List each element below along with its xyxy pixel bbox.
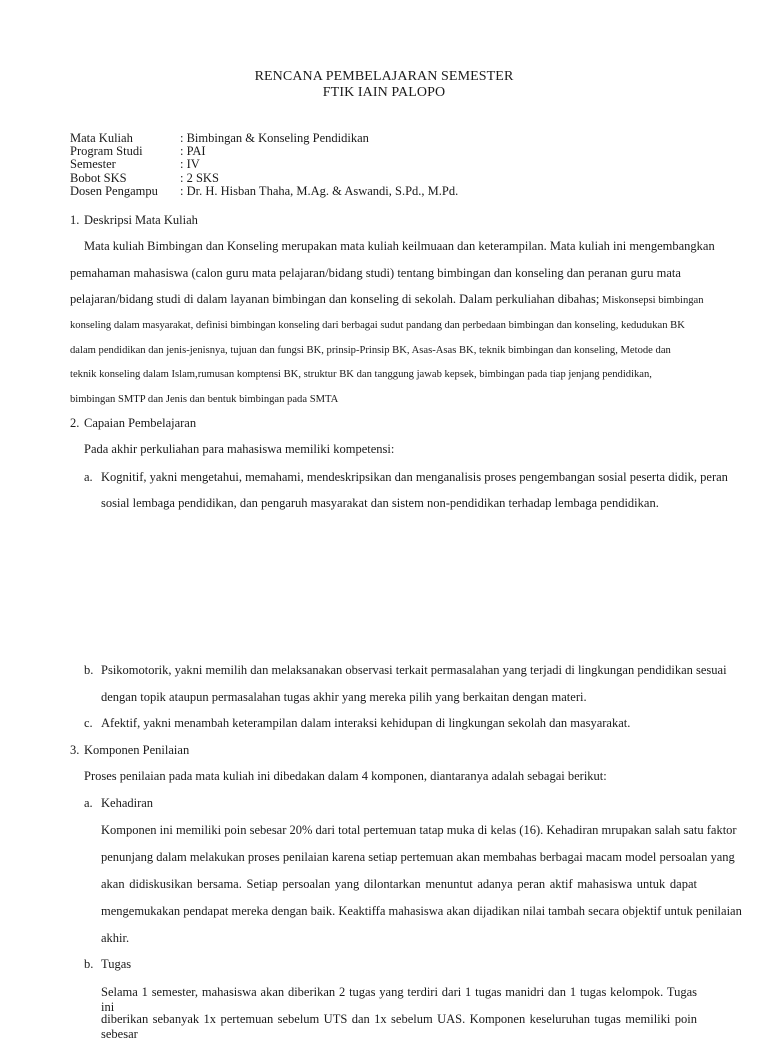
section-title: Komponen Penilaian xyxy=(84,743,190,757)
paragraph-line xyxy=(70,292,704,308)
info-value: : Bimbingan & Konseling Pendidikan xyxy=(180,131,369,145)
document-subtitle: FTIK IAIN PALOPO xyxy=(322,85,446,100)
paragraph-line: diberikan sebanyak 1x pertemuan sebelum UTS dan 1x sebelum UAS. Komponen keseluruhan tugas memiliki poin sebesar xyxy=(101,1012,697,1041)
info-value: : IV xyxy=(180,157,200,172)
section-number: 3. xyxy=(70,743,80,757)
list-text-continued: sosial lembaga pendidikan, dan pengaruh masyarakat dan sistem non-pendidikan terhadap lembaga pendidikan. xyxy=(101,496,659,510)
info-row-program xyxy=(70,145,458,158)
paragraph-text-small: Miskonsepsi bimbingan xyxy=(599,295,704,306)
paragraph-line: Mata kuliah Bimbingan dan Konseling merupakan mata kuliah keilmuaan dan keterampilan. Mata kuliah ini mengembangkan xyxy=(84,239,715,253)
list-item-psychomotor xyxy=(84,663,727,678)
info-label: Program Studi xyxy=(70,144,143,159)
list-item-affective xyxy=(84,716,630,731)
section-title: Capaian Pembelajaran xyxy=(84,416,197,430)
paragraph-text: pelajaran/bidang studi di dalam layanan bimbingan dan konseling di sekolah. Dalam perkuliahan dibahas; xyxy=(70,292,600,306)
paragraph-line: pemahaman mahasiswa (calon guru mata pelajaran/bidang studi) tentang bimbingan dan konseling dan peranan guru mata xyxy=(70,266,681,280)
section-intro: Pada akhir perkuliahan para mahasiswa memiliki kompetensi: xyxy=(84,442,395,456)
list-title: Kehadiran xyxy=(101,796,154,810)
info-label: Dosen Pengampu xyxy=(70,183,158,198)
list-item-attendance xyxy=(84,796,153,811)
paragraph-line: dalam pendidikan dan jenis-jenisnya, tujuan dan fungsi BK, prinsip-Prinsip BK, Asas-Asas BK, teknik bimbingan dan konseling, Metode dan xyxy=(70,345,671,356)
paragraph-line: akan didiskusikan bersama. Setiap persoalan yang dilontarkan menuntut adanya peran aktif mahasiswa untuk dapat xyxy=(101,877,697,891)
list-text-continued: dengan topik ataupun permasalahan tugas akhir yang mereka pilih yang berkaitan dengan materi. xyxy=(101,690,587,704)
info-value: : 2 SKS xyxy=(180,170,219,185)
list-text: Kognitif, yakni mengetahui, memahami, mendeskripsikan dan menganalisis proses pengembangan sosial peserta didik, peran xyxy=(101,470,728,484)
list-marker: b. xyxy=(84,663,94,677)
list-text: Afektif, yakni menambah keterampilan dalam interaksi kehidupan di lingkungan sekolah dan masyarakat. xyxy=(101,716,631,730)
paragraph-line: teknik konseling dalam Islam,rumusan komptensi BK, struktur BK dan tanggung jawab kepsek, bimbingan pada tiap jenjang pendidikan, xyxy=(70,369,652,380)
info-label: Mata Kuliah xyxy=(70,131,133,145)
paragraph-line: penunjang dalam melakukan proses penilaian karena setiap pertemuan akan membahas berbagai macam model persoalan yang xyxy=(101,850,735,864)
info-row-credits xyxy=(70,172,458,185)
list-item-cognitive xyxy=(84,470,728,485)
paragraph-line: Selama 1 semester, mahasiswa akan diberikan 2 tugas yang terdiri dari 1 tugas manidri dan 1 tugas kelompok. Tugas ini xyxy=(101,985,697,1014)
section-heading-description xyxy=(70,213,198,228)
list-title: Tugas xyxy=(101,957,132,971)
info-value: : PAI xyxy=(180,144,206,159)
info-value: : Dr. H. Hisban Thaha, M.Ag. & Aswandi, S.Pd., M.Pd. xyxy=(180,183,459,198)
info-row-lecturer xyxy=(70,185,458,198)
list-item-assignments xyxy=(84,957,131,972)
course-info-table xyxy=(70,132,458,198)
section-heading-outcomes xyxy=(70,416,196,431)
paragraph-line: mengemukakan pendapat mereka dengan baik. Keaktiffa mahasiswa akan dijadikan nilai tambah secara objektif untuk penilaian xyxy=(101,904,742,918)
info-row-semester xyxy=(70,158,458,171)
info-label: Semester xyxy=(70,157,116,172)
section-number: 1. xyxy=(70,213,80,227)
list-text: Psikomotorik, yakni memilih dan melaksanakan observasi terkait permasalahan yang terjadi di lingkungan pendidikan sesuai xyxy=(101,663,727,677)
section-number: 2. xyxy=(70,416,80,430)
list-marker: b. xyxy=(84,957,94,971)
paragraph-line: Komponen ini memiliki poin sebesar 20% dari total pertemuan tatap muka di kelas (16). Kehadiran mrupakan salah satu faktor xyxy=(101,823,737,837)
section-heading-assessment xyxy=(70,743,189,758)
info-label: Bobot SKS xyxy=(70,170,127,185)
list-marker: c. xyxy=(84,716,93,730)
section-intro: Proses penilaian pada mata kuliah ini dibedakan dalam 4 komponen, diantaranya adalah sebagai berikut: xyxy=(84,769,607,783)
list-marker: a. xyxy=(84,470,93,484)
document-title: RENCANA PEMBELAJARAN SEMESTER xyxy=(254,69,514,84)
list-marker: a. xyxy=(84,796,93,810)
paragraph-line: konseling dalam masyarakat, definisi bimbingan konseling dari berbagai sudut pandang dan perbedaan bimbingan dan konseling, kedudukan BK xyxy=(70,320,685,331)
paragraph-line: akhir. xyxy=(101,931,130,945)
section-title: Deskripsi Mata Kuliah xyxy=(84,213,198,227)
paragraph-line: bimbingan SMTP dan Jenis dan bentuk bimbingan pada SMTA xyxy=(70,394,339,405)
